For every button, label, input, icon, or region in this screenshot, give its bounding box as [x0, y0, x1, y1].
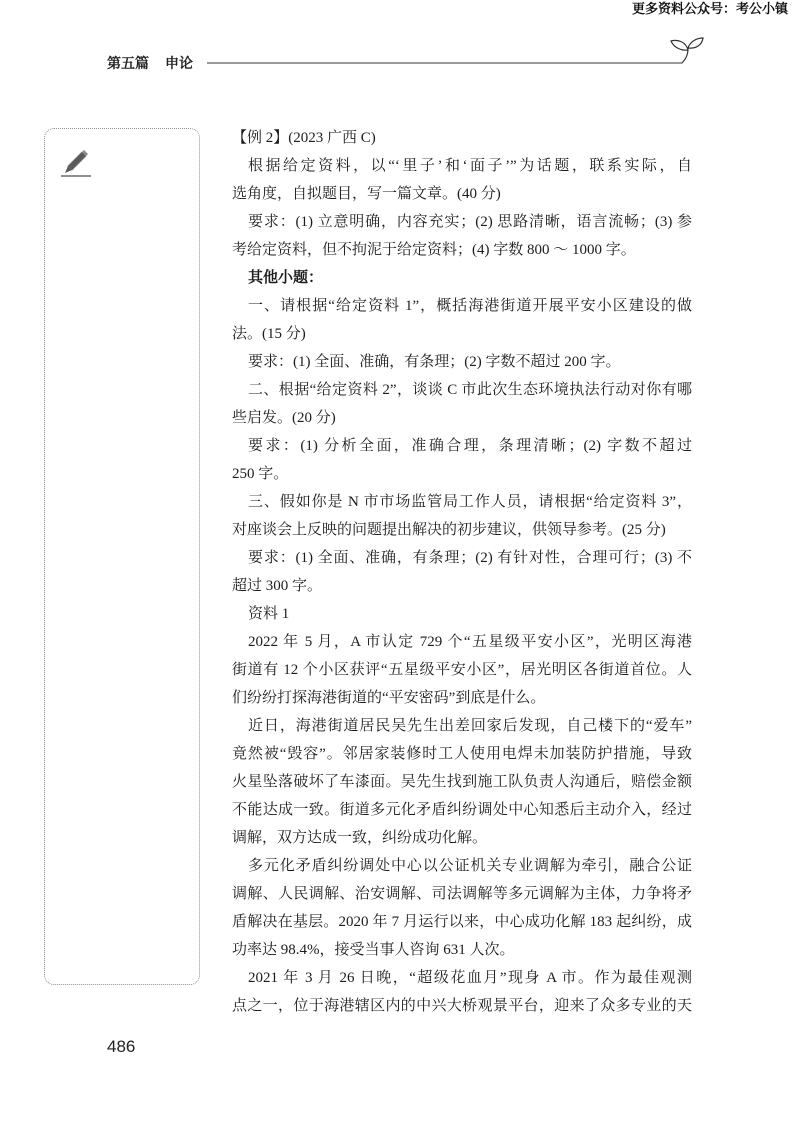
question-2: [232, 376, 692, 432]
text-line: 【例 2】(2023 广西 C): [232, 130, 376, 146]
sprout-icon: [671, 38, 703, 63]
running-head: [107, 52, 193, 74]
text-line: 一、请根据“给定资料 1”，概括海港街道开展平安小区建设的做: [248, 298, 692, 314]
main-text: [232, 124, 692, 1020]
running-head-part: 第五篇: [107, 55, 149, 71]
text-line: 要求：(1) 全面、准确，有条理；(2) 字数不超过 200 字。: [248, 354, 621, 370]
text-line: 250 字。: [232, 466, 289, 482]
text-line: 超过 300 字。: [232, 578, 323, 594]
question-1-requirements: [232, 348, 692, 376]
question-2-requirements: [232, 432, 692, 488]
text-line: 考给定资料，但不拘泥于给定资料；(4) 字数 800 ～ 1000 字。: [232, 242, 636, 258]
material-paragraph: [232, 712, 692, 852]
text-line: 竟然被“毁容”。邻居家装修时工人使用电焊未加装防护措施，导致: [232, 746, 692, 762]
text-line: 2022 年 5 月，A 市认定 729 个“五星级平安小区”，光明区海港: [248, 634, 692, 650]
text-line: 近日，海港街道居民吴先生出差回家后发现，自己楼下的“爱车”: [248, 718, 692, 734]
text-line: 功率达 98.4%，接受当事人咨询 631 人次。: [232, 942, 515, 958]
text-line: 不能达成一致。街道多元化矛盾纠纷调处中心知悉后主动介入，经过: [232, 802, 692, 818]
text-line: 资料 1: [248, 606, 290, 622]
question-3: [232, 488, 692, 544]
text-line: 们纷纷打探海港街道的“平安密码”到底是什么。: [232, 690, 546, 706]
text-line: 二、根据“给定资料 2”，谈谈 C 市此次生态环境执法行动对你有哪: [248, 382, 692, 398]
margin-note-box: [44, 128, 200, 985]
text-line: 多元化矛盾纠纷调处中心以公证机关专业调解为牵引，融合公证: [248, 858, 692, 874]
text-line: 对座谈会上反映的问题提出解决的初步建议，供领导参考。(25 分): [232, 522, 666, 538]
material-paragraph: [232, 628, 692, 712]
material-title: [232, 600, 692, 628]
text-line: 根据给定资料，以“‘里子’和‘面子’”为话题，联系实际，自: [248, 158, 692, 174]
essay-prompt: [232, 152, 692, 208]
text-line: 盾解决在基层。2020 年 7 月运行以来，中心成功化解 183 起纠纷，成: [232, 914, 692, 930]
text-line: 些启发。(20 分): [232, 410, 336, 426]
text-line: 街道有 12 个小区获评“五星级平安小区”，居光明区各街道首位。人: [232, 662, 692, 678]
text-line: 调解，双方达成一致，纠纷成功化解。: [232, 830, 488, 846]
running-head-title: 申论: [165, 55, 193, 71]
text-line: 要求：(1) 分析全面，准确合理，条理清晰；(2) 字数不超过: [248, 438, 692, 454]
text-line: 调解、人民调解、治安调解、司法调解等多元调解为主体，力争将矛: [232, 886, 692, 902]
material-paragraph: [232, 964, 692, 1020]
text-line: 要求：(1) 立意明确，内容充实；(2) 思路清晰，语言流畅；(3) 参: [248, 214, 692, 230]
text-line: 三、假如你是 N 市市场监管局工作人员，请根据“给定资料 3”，: [248, 494, 692, 510]
page-number: 486: [107, 1037, 136, 1056]
essay-requirements: [232, 208, 692, 264]
top-banner: 更多资料公众号：考公小镇: [631, 1, 788, 16]
text-line: 选角度，自拟题目，写一篇文章。(40 分): [232, 186, 501, 202]
text-line: 2021 年 3 月 26 日晚，“超级花血月”现身 A 市。作为最佳观测: [248, 970, 692, 986]
text-line: 点之一，位于海港辖区内的中兴大桥观景平台，迎来了众多专业的天: [232, 998, 692, 1014]
text-line: 要求：(1) 全面、准确，有条理；(2) 有针对性，合理可行；(3) 不: [248, 550, 692, 566]
header-rule: [200, 34, 710, 70]
text-line: 其他小题：: [248, 270, 324, 286]
material-paragraph: [232, 852, 692, 964]
example-heading: [232, 124, 692, 152]
question-1: [232, 292, 692, 348]
text-line: 火星坠落破坏了车漆面。吴先生找到施工队负责人沟通后，赔偿金额: [232, 774, 692, 790]
subheading-other-questions: [232, 264, 692, 292]
question-3-requirements: [232, 544, 692, 600]
text-line: 法。(15 分): [232, 326, 306, 342]
pencil-icon: [57, 145, 93, 179]
